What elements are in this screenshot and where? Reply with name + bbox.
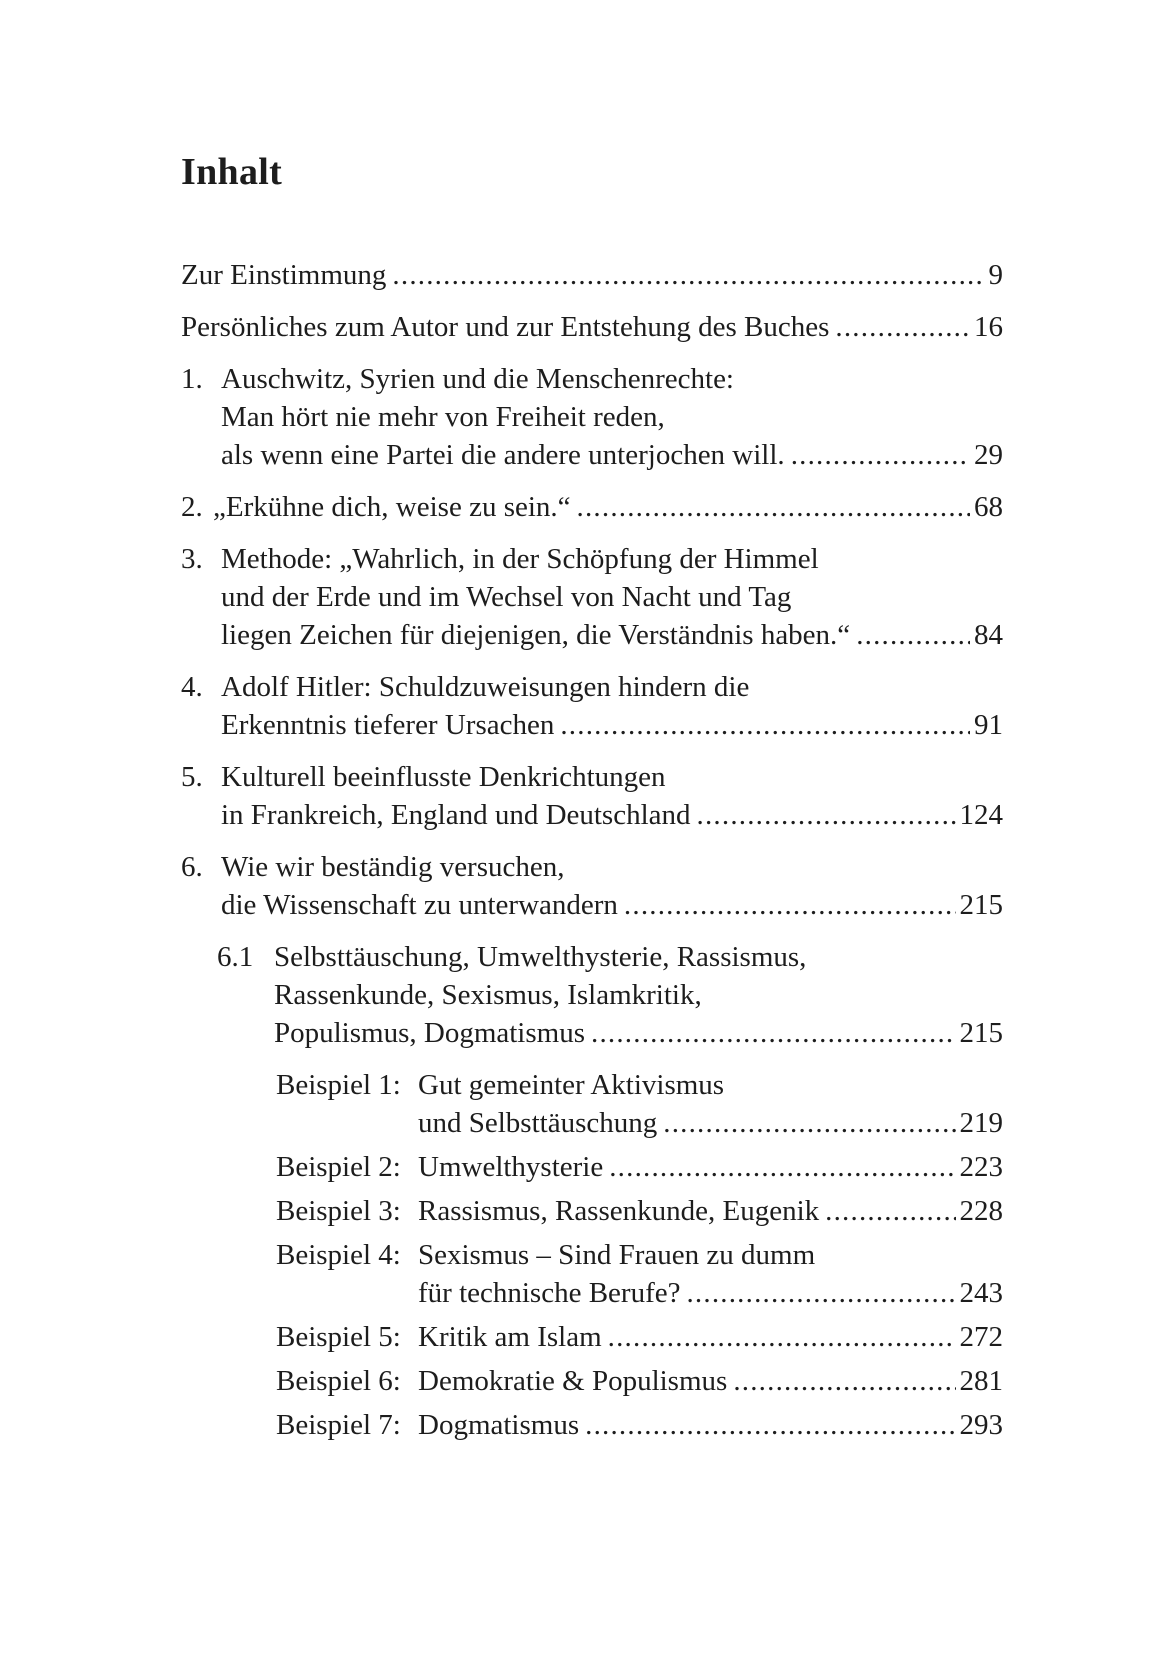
toc-page-number: 84 bbox=[974, 619, 1003, 651]
toc-entry-line: Kulturell beeinflusste Denkrichtungen bbox=[221, 761, 666, 793]
example-label: Beispiel 7: bbox=[276, 1409, 401, 1441]
toc-page-number: 223 bbox=[959, 1151, 1003, 1183]
toc-page-number: 29 bbox=[974, 439, 1003, 471]
toc-entry-author bbox=[181, 308, 1003, 346]
dot-leader bbox=[608, 1318, 956, 1356]
dot-leader bbox=[697, 796, 956, 834]
dot-leader bbox=[791, 436, 970, 474]
dot-leader bbox=[686, 1274, 955, 1312]
toc-entry-example-3 bbox=[276, 1192, 1003, 1230]
toc-entry-line: Selbsttäuschung, Umwelthysterie, Rassismus, bbox=[274, 941, 807, 973]
example-label: Beispiel 6: bbox=[276, 1365, 401, 1397]
toc-entry-line: die Wissenschaft zu unterwandern bbox=[221, 889, 618, 921]
example-label: Beispiel 5: bbox=[276, 1321, 401, 1353]
toc-entry-chapter-4 bbox=[181, 668, 1003, 744]
chapter-number: 2. bbox=[181, 491, 203, 523]
chapter-number: 6. bbox=[181, 851, 203, 883]
toc-entry-line: für technische Berufe? bbox=[418, 1277, 681, 1309]
dot-leader bbox=[392, 256, 984, 294]
toc-entry-line: Kritik am Islam bbox=[418, 1321, 602, 1353]
page-title: Inhalt bbox=[181, 151, 283, 193]
toc-entry-line: liegen Zeichen für diejenigen, die Verständnis haben.“ bbox=[221, 619, 851, 651]
toc-entry-example-4 bbox=[276, 1236, 1003, 1312]
toc-page-number: 228 bbox=[959, 1195, 1003, 1227]
example-label: Beispiel 2: bbox=[276, 1151, 401, 1183]
toc-entry-chapter-1 bbox=[181, 360, 1003, 474]
toc-entry-chapter-3 bbox=[181, 540, 1003, 654]
toc-entry-line: Gut gemeinter Aktivismus bbox=[418, 1069, 725, 1101]
dot-leader bbox=[609, 1148, 955, 1186]
toc-entry-line: Adolf Hitler: Schuldzuweisungen hindern die bbox=[221, 671, 750, 703]
toc-page-number: 215 bbox=[959, 889, 1003, 921]
toc-entry-example-5 bbox=[276, 1318, 1003, 1356]
toc-entry-section-6-1 bbox=[217, 938, 1003, 1052]
toc-entry-line: Rassismus, Rassenkunde, Eugenik bbox=[418, 1195, 820, 1227]
toc-entry-line: „Erkühne dich, weise zu sein.“ bbox=[213, 491, 571, 523]
chapter-number: 3. bbox=[181, 543, 203, 575]
toc-page-number: 16 bbox=[974, 311, 1003, 343]
toc-entry-line: Wie wir beständig versuchen, bbox=[221, 851, 565, 883]
toc-page-number: 9 bbox=[988, 259, 1003, 291]
toc-entry-line: Auschwitz, Syrien und die Menschenrechte: bbox=[221, 363, 734, 395]
toc-entry-intro bbox=[181, 256, 1003, 294]
example-label: Beispiel 1: bbox=[276, 1069, 401, 1101]
toc-entry-example-2 bbox=[276, 1148, 1003, 1186]
toc-entry-line: Demokratie & Populismus bbox=[418, 1365, 728, 1397]
dot-leader bbox=[733, 1362, 955, 1400]
dot-leader bbox=[591, 1014, 956, 1052]
toc-page-number: 272 bbox=[959, 1321, 1003, 1353]
toc-entry-line: Erkenntnis tieferer Ursachen bbox=[221, 709, 555, 741]
toc-page-number: 215 bbox=[959, 1017, 1003, 1049]
toc-page-number: 219 bbox=[959, 1107, 1003, 1139]
toc-entry-title: Zur Einstimmung bbox=[181, 259, 387, 291]
toc-page-number: 68 bbox=[974, 491, 1003, 523]
toc-entry-line: Umwelthysterie bbox=[418, 1151, 604, 1183]
dot-leader bbox=[825, 1192, 955, 1230]
chapter-number: 5. bbox=[181, 761, 203, 793]
toc-entry-line: Methode: „Wahrlich, in der Schöpfung der Himmel bbox=[221, 543, 819, 575]
dot-leader bbox=[624, 886, 956, 924]
toc-page-number: 91 bbox=[974, 709, 1003, 741]
dot-leader bbox=[577, 488, 970, 526]
toc-page-number: 293 bbox=[959, 1409, 1003, 1441]
chapter-number: 1. bbox=[181, 363, 203, 395]
toc-entry-line: und Selbsttäuschung bbox=[418, 1107, 658, 1139]
toc-entry-example-1 bbox=[276, 1066, 1003, 1142]
toc-entry-chapter-6 bbox=[181, 848, 1003, 924]
dot-leader bbox=[856, 616, 970, 654]
section-number: 6.1 bbox=[217, 941, 254, 973]
toc-entry-line: Sexismus – Sind Frauen zu dumm bbox=[418, 1239, 816, 1271]
toc-entry-line: Dogmatismus bbox=[418, 1409, 580, 1441]
toc-entry-title: Persönliches zum Autor und zur Entstehung des Buches bbox=[181, 311, 830, 343]
example-label: Beispiel 3: bbox=[276, 1195, 401, 1227]
toc-page-number: 243 bbox=[959, 1277, 1003, 1309]
toc-entry-chapter-2 bbox=[181, 488, 1003, 526]
toc-entry-line: Man hört nie mehr von Freiheit reden, bbox=[221, 401, 665, 433]
dot-leader bbox=[835, 308, 970, 346]
toc-entry-line: Rassenkunde, Sexismus, Islamkritik, bbox=[274, 979, 702, 1011]
toc-entry-chapter-5 bbox=[181, 758, 1003, 834]
toc-entry-example-7 bbox=[276, 1406, 1003, 1444]
dot-leader bbox=[585, 1406, 955, 1444]
dot-leader bbox=[663, 1104, 955, 1142]
table-of-contents bbox=[181, 256, 1003, 1444]
toc-page-number: 281 bbox=[959, 1365, 1003, 1397]
toc-entry-line: Populismus, Dogmatismus bbox=[274, 1017, 585, 1049]
chapter-number: 4. bbox=[181, 671, 203, 703]
toc-page-number: 124 bbox=[959, 799, 1003, 831]
toc-entry-line: als wenn eine Partei die andere unterjochen will. bbox=[221, 439, 785, 471]
toc-entry-line: und der Erde und im Wechsel von Nacht und Tag bbox=[221, 581, 792, 613]
dot-leader bbox=[560, 706, 970, 744]
toc-entry-line: in Frankreich, England und Deutschland bbox=[221, 799, 691, 831]
example-label: Beispiel 4: bbox=[276, 1239, 401, 1271]
toc-entry-example-6 bbox=[276, 1362, 1003, 1400]
